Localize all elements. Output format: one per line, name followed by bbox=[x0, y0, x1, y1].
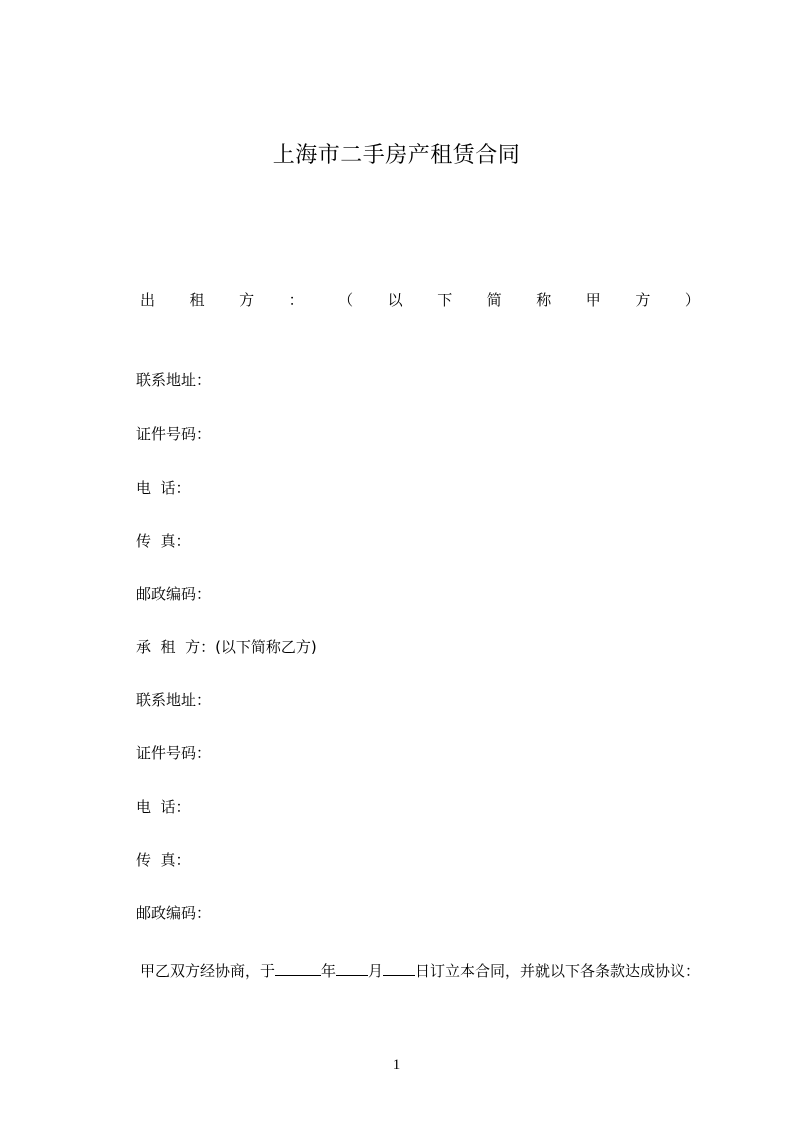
lessor-heading-char: 以 bbox=[387, 291, 403, 309]
lessor-fax-label: 传 真： bbox=[136, 532, 191, 550]
lessor-heading-char: （ bbox=[338, 291, 354, 309]
lessor-heading-char: 方 bbox=[635, 291, 651, 309]
month-label: 月 bbox=[368, 962, 384, 980]
month-blank[interactable] bbox=[336, 959, 368, 976]
lessor-phone-label: 电 话： bbox=[136, 479, 191, 497]
lessee-heading: 承 租 方：(以下简称乙方) bbox=[136, 638, 317, 656]
lessor-heading-char: 称 bbox=[536, 291, 552, 309]
lessor-heading-char: ： bbox=[288, 291, 304, 309]
lessee-id-label: 证件号码： bbox=[136, 744, 212, 762]
lessor-heading-char: 下 bbox=[437, 291, 453, 309]
lessee-fax-label: 传 真： bbox=[136, 851, 191, 869]
lessor-heading-char: 简 bbox=[486, 291, 502, 309]
year-label: 年 bbox=[321, 962, 337, 980]
agreement-text-end: 日订立本合同，并就以下各条款达成协议： bbox=[415, 962, 701, 980]
day-blank[interactable] bbox=[383, 959, 415, 976]
year-blank[interactable] bbox=[275, 959, 321, 976]
lessor-heading-char: 租 bbox=[189, 291, 205, 309]
lessor-heading-char: 方 bbox=[239, 291, 255, 309]
lessee-address-label: 联系地址： bbox=[136, 691, 212, 709]
lessor-heading-char: ） bbox=[684, 291, 700, 309]
lessor-id-label: 证件号码： bbox=[136, 425, 212, 443]
document-title: 上海市二手房产租赁合同 bbox=[272, 143, 521, 168]
page-number: 1 bbox=[392, 1057, 401, 1073]
lessor-heading-char: 甲 bbox=[585, 291, 601, 309]
lessor-address-label: 联系地址： bbox=[136, 371, 212, 389]
lessee-postal-label: 邮政编码： bbox=[136, 904, 212, 922]
lessor-heading-char: 出 bbox=[140, 291, 156, 309]
agreement-paragraph bbox=[104, 957, 716, 985]
lessor-postal-label: 邮政编码： bbox=[136, 585, 212, 603]
lessee-phone-label: 电 话： bbox=[136, 798, 191, 816]
lessor-heading bbox=[140, 288, 700, 312]
agreement-text-start: 甲乙双方经协商，于 bbox=[140, 962, 276, 980]
